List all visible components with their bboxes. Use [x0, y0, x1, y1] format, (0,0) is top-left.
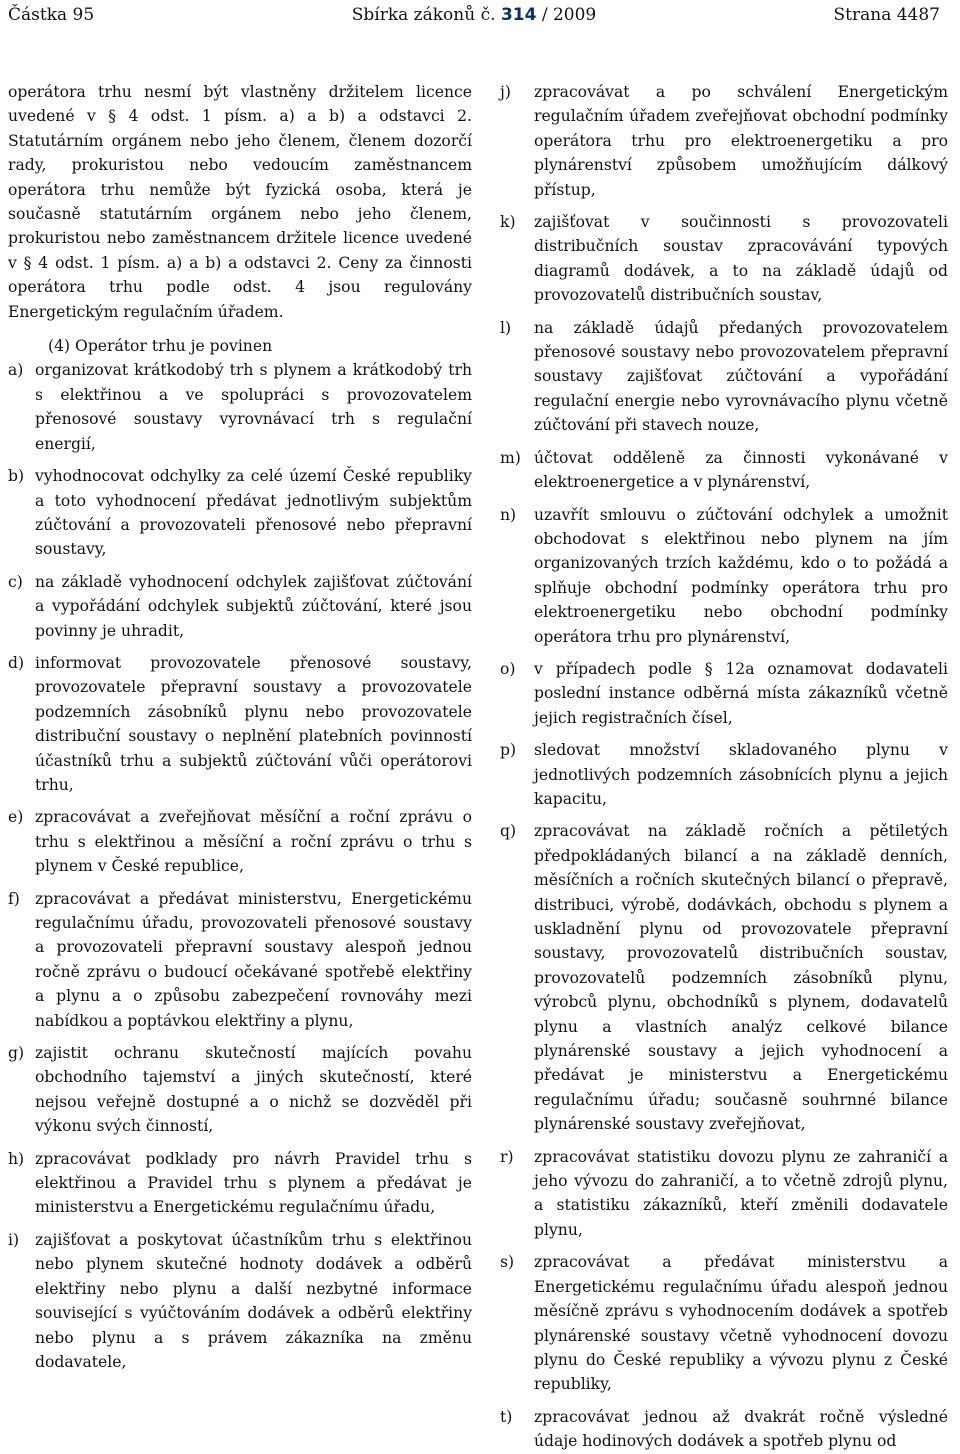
list-item — [500, 80, 948, 202]
header-law-number: 314 — [500, 5, 537, 25]
item-label: o) — [500, 659, 516, 678]
item-label: m) — [500, 448, 521, 467]
list-item — [500, 657, 948, 730]
item-label: p) — [500, 741, 517, 760]
list-item — [8, 887, 472, 1033]
paragraph-4-heading: (4) Operátor trhu je povinen — [48, 337, 273, 356]
item-text: zpracovávat podklady pro návrh Pravidel trhu s elektřinou a Pravidel trhu s plynem a předávat je ministerstvu a Energetickému regulačnímu úřadu, — [35, 1149, 472, 1217]
item-text: organizovat krátkodobý trh s plynem a krátkodobý trh s elektřinou a ve spolupráci s provozovatelem přenosové soustavy vyrovnávací trh s regulační energií, — [35, 361, 472, 453]
list-item — [500, 738, 948, 811]
item-text: sledovat množství skladovaného plynu v jednotlivých podzemních zásobnících plynu a jejich kapacitu, — [534, 741, 948, 808]
item-label: f) — [8, 889, 20, 908]
list-item — [8, 1041, 472, 1139]
item-label: n) — [500, 505, 517, 524]
item-text: zpracovávat statistiku dovozu plynu ze zahraničí a jeho vývozu do zahraničí, a to včetně zdrojů plynu, a statistiku zákazníků, kteří změnili dodavatele plynu, — [534, 1147, 948, 1239]
right-column — [500, 80, 948, 1454]
list-item — [500, 503, 948, 649]
list-item — [8, 358, 472, 456]
list-item — [8, 570, 472, 643]
left-item-list — [8, 358, 472, 1374]
item-text: zajišťovat a poskytovat účastníkům trhu s elektřinou nebo plynem skutečné hodnoty dodávek a odběrů elektřiny nebo plynu a další nezbytné informace související s vyúčtováním dodávek a odběrů elektřiny nebo plynu a s právem zákazníka na změnu dodavatele, — [35, 1230, 472, 1371]
item-text: na základě vyhodnocení odchylek zajišťovat zúčtování a vypořádání odchylek subjektů zúčtování, které jsou povinny je uhradit, — [35, 572, 472, 640]
item-text: uzavřít smlouvu o zúčtování odchylek a umožnit obchodovat s elektřinou nebo plynem na jím organizovaných trzích každému, kdo o to požádá a splňuje obchodní podmínky operátora trhu pro elektroenergetiku nebo obchodní podmínky operátora trhu pro plynárenství, — [534, 505, 948, 646]
list-item — [500, 1250, 948, 1396]
header-part-number: Částka 95 — [8, 5, 95, 25]
item-label: k) — [500, 213, 516, 232]
item-label: h) — [8, 1149, 25, 1168]
list-item — [500, 1145, 948, 1243]
item-text: zajistit ochranu skutečností majících povahu obchodního tajemství a jiných skutečností, které nejsou veřejně dostupné a o nichž se dozvěděl při výkonu svých činností, — [35, 1044, 472, 1136]
list-item — [500, 1405, 948, 1454]
page-header — [8, 4, 940, 30]
list-item — [500, 819, 948, 1136]
list-item — [8, 464, 472, 562]
item-text: zpracovávat a zveřejňovat měsíční a roční zprávu o trhu s elektřinou a měsíční a roční zprávu o trhu s plynem v České republice, — [35, 808, 472, 876]
intro-paragraph: operátora trhu nesmí být vlastněny držitelem licence uvedené v § 4 odst. 1 písm. a) a b) a odstavci 2. Statutárním orgánem nebo jeho členem, členem dozorčí rady, prokuristou nebo vedoucím zaměstnancem operátora trhu nemůže být fyzická osoba, která je současně statutárním orgánem nebo jeho členem, prokuristou nebo zaměstnancem držitele licence uvedené v § 4 odst. 1 písm. a) a b) a odstavci 2. Ceny za činnosti operátora trhu podle odst. 4 jsou regulovány Energetickým regulačním úřadem. — [8, 83, 472, 321]
item-label: c) — [8, 572, 23, 591]
item-text: zpracovávat a po schválení Energetickým regulačním úřadem zveřejňovat obchodní podmínky operátora trhu pro elektroenergetiku a pro plynárenství způsobem umožňujícím dálkový přístup, — [534, 83, 948, 199]
item-label: q) — [500, 822, 517, 841]
left-column — [8, 80, 472, 1374]
item-text: účtovat odděleně za činnosti vykonávané v elektroenergetice a v plynárenství, — [534, 448, 948, 492]
item-text: v případech podle § 12a oznamovat dodavateli poslední instance odběrná místa zákazníků včetně jejich registračních čísel, — [534, 659, 948, 727]
item-label: e) — [8, 808, 24, 827]
header-year: / 2009 — [541, 5, 597, 25]
item-label: r) — [500, 1147, 514, 1166]
list-item — [500, 316, 948, 438]
header-collection-prefix: Sbírka zákonů č. — [351, 5, 496, 25]
item-label: b) — [8, 467, 25, 486]
item-label: t) — [500, 1407, 513, 1426]
header-collection-title — [8, 4, 940, 26]
item-label: a) — [8, 361, 24, 380]
item-label: j) — [500, 83, 511, 101]
list-item — [8, 1147, 472, 1220]
item-label: l) — [500, 318, 512, 337]
list-item — [8, 1228, 472, 1374]
item-label: g) — [8, 1044, 25, 1063]
item-text: vyhodnocovat odchylky za celé území České republiky a toto vyhodnocení předávat jednotlivým subjektům zúčtování a provozovateli přenosové nebo přepravní soustavy, — [35, 467, 472, 559]
list-item — [500, 446, 948, 495]
item-text: zpracovávat a předávat ministerstvu, Energetickému regulačnímu úřadu, provozovateli přenosové soustavy a provozovateli přepravní soustavy alespoň jednou ročně zprávu o budoucí očekávané spotřebě elektřiny a plynu a o způsobu zabezpečení rovnováhy mezi nabídkou a poptávkou elektřiny a plynu, — [35, 889, 472, 1030]
item-label: d) — [8, 653, 25, 672]
list-item — [8, 651, 472, 797]
item-text: informovat provozovatele přenosové soustavy, provozovatele přepravní soustavy a provozovatele podzemních zásobníků plynu nebo provozovatele distribuční soustavy o neplnění platebních povinností účastníků trhu a subjektů zúčtování vůči operátorovi trhu, — [35, 653, 472, 794]
item-text: zajišťovat v součinnosti s provozovateli distribučních soustav zpracovávání typových diagramů dodávek, a to na základě údajů od provozovatelů distribučních soustav, — [534, 213, 948, 305]
list-item — [500, 210, 948, 308]
item-label: s) — [500, 1253, 515, 1272]
item-text: zpracovávat a předávat ministerstvu a Energetickému regulačnímu úřadu alespoň jednou měsíčně zprávu s vyhodnocením dodávek a spotřeb plynárenské soustavy včetně vyhodnocení dovozu plynu do České republiky a vývozu plynu z České republiky, — [534, 1253, 948, 1394]
item-text: na základě údajů předaných provozovatelem přenosové soustavy nebo provozovatelem přepravní soustavy zajišťovat zúčtování a vypořádání regulační energie nebo vyrovnávacího plynu včetně zúčtování při stavech nouze, — [534, 318, 948, 435]
right-item-list — [500, 80, 948, 1454]
item-text: zpracovávat na základě ročních a pětiletých předpokládaných bilancí a na základě denních, měsíčních a ročních skutečných bilancí o přepravě, distribuci, výrobě, dodávkách, obchodu s plynem a uskladnění plynu od provozovatele přepravní soustavy, provozovatelů distribučních soustav, provozovatelů podzemních zásobníků plynu, výrobců plynu, obchodníků s plynem, dodavatelů plynu a vlastních analýz celkové bilance plynárenské soustavy a jejich vyhodnocení a předávat je ministerstvu a Energetickému regulačnímu úřadu; současně souhrnné bilance plynárenské soustavy zveřejňovat, — [534, 822, 948, 1134]
header-page-number: Strana 4487 — [833, 5, 940, 25]
item-text: zpracovávat jednou až dvakrát ročně výsledné údaje hodinových dodávek a spotřeb plynu od — [534, 1407, 948, 1451]
item-label: i) — [8, 1230, 20, 1249]
list-item — [8, 805, 472, 878]
